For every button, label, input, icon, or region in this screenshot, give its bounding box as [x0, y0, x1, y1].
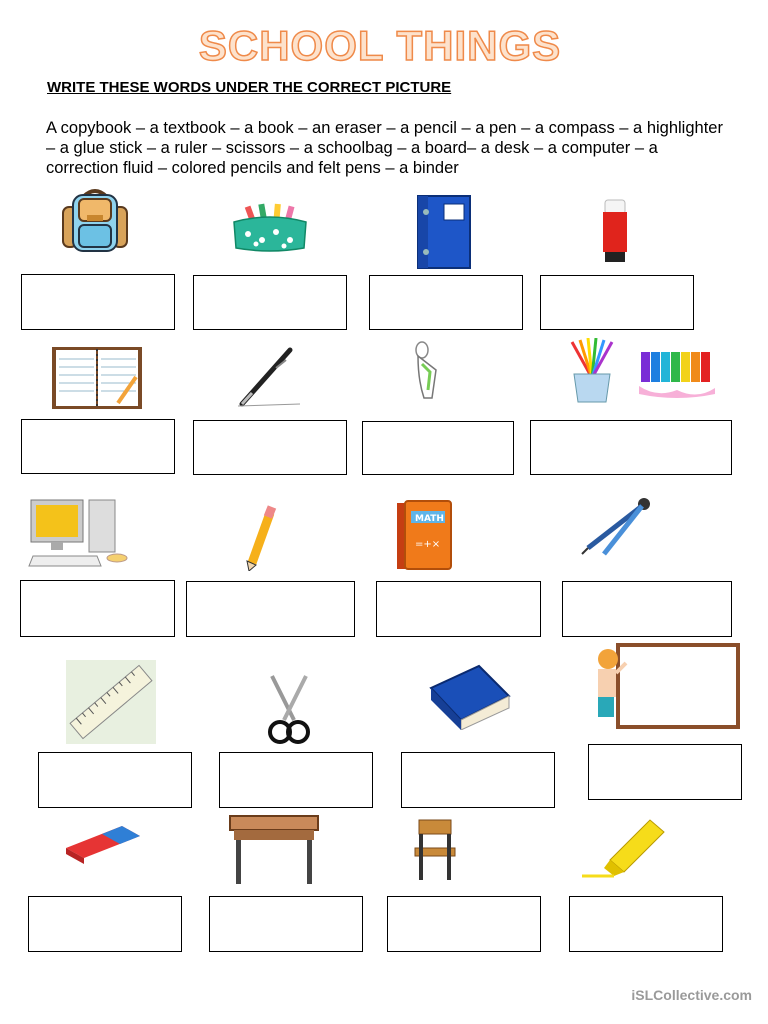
board-icon	[582, 643, 740, 731]
answer-box-6[interactable]	[193, 420, 347, 475]
glue-stick-icon	[597, 198, 633, 264]
highlighter-icon	[580, 810, 670, 878]
answer-box-2[interactable]	[193, 275, 347, 330]
scissors-icon	[262, 672, 316, 746]
computer-icon	[27, 496, 135, 572]
binder-icon	[414, 192, 474, 272]
answer-box-3[interactable]	[369, 275, 523, 330]
answer-box-8[interactable]	[530, 420, 732, 475]
ruler-icon	[66, 660, 156, 744]
answer-box-20[interactable]	[569, 896, 723, 952]
answer-box-5[interactable]	[21, 419, 175, 474]
answer-box-11[interactable]	[376, 581, 541, 637]
svg-text:=+×: =+×	[415, 539, 441, 550]
answer-box-18[interactable]	[209, 896, 363, 952]
answer-box-10[interactable]	[186, 581, 355, 637]
desk-icon	[226, 812, 322, 886]
chair-icon	[397, 816, 473, 882]
footer-watermark: iSLCollective.com	[631, 987, 752, 1003]
answer-box-7[interactable]	[362, 421, 514, 475]
pencil-case-icon	[230, 202, 310, 254]
answer-box-17[interactable]	[28, 896, 182, 952]
answer-box-9[interactable]	[20, 580, 175, 637]
answer-box-4[interactable]	[540, 275, 694, 330]
copybook-icon	[50, 345, 144, 411]
instruction-heading: WRITE THESE WORDS UNDER THE CORRECT PICTURE	[47, 79, 452, 96]
answer-box-19[interactable]	[387, 896, 541, 952]
compass-icon	[580, 492, 660, 558]
answer-box-1[interactable]	[21, 274, 175, 330]
answer-box-14[interactable]	[219, 752, 373, 808]
answer-box-16[interactable]	[588, 744, 742, 800]
svg-text:MATH: MATH	[415, 514, 444, 524]
eraser-icon	[62, 814, 144, 866]
colored-pencils-icon	[566, 338, 618, 404]
pencil-icon	[242, 505, 278, 571]
word-list: A copybook – a textbook – a book – an eraser – a pencil – a pen – a compass – a highlighter – a glue stick – a ruler – scissors – a schoolbag – a board– a desk – a computer – a correction fluid – colored pencils and felt pens – a binder	[46, 119, 723, 177]
answer-box-15[interactable]	[401, 752, 555, 808]
book-icon	[427, 660, 511, 730]
felt-pens-icon	[637, 346, 717, 400]
answer-box-12[interactable]	[562, 581, 732, 637]
correction-fluid-icon	[410, 340, 444, 402]
textbook-icon	[393, 497, 455, 573]
answer-box-13[interactable]	[38, 752, 192, 808]
pen-icon	[234, 344, 304, 408]
schoolbag-icon	[55, 187, 135, 257]
page-title: SCHOOL THINGS	[198, 22, 562, 69]
